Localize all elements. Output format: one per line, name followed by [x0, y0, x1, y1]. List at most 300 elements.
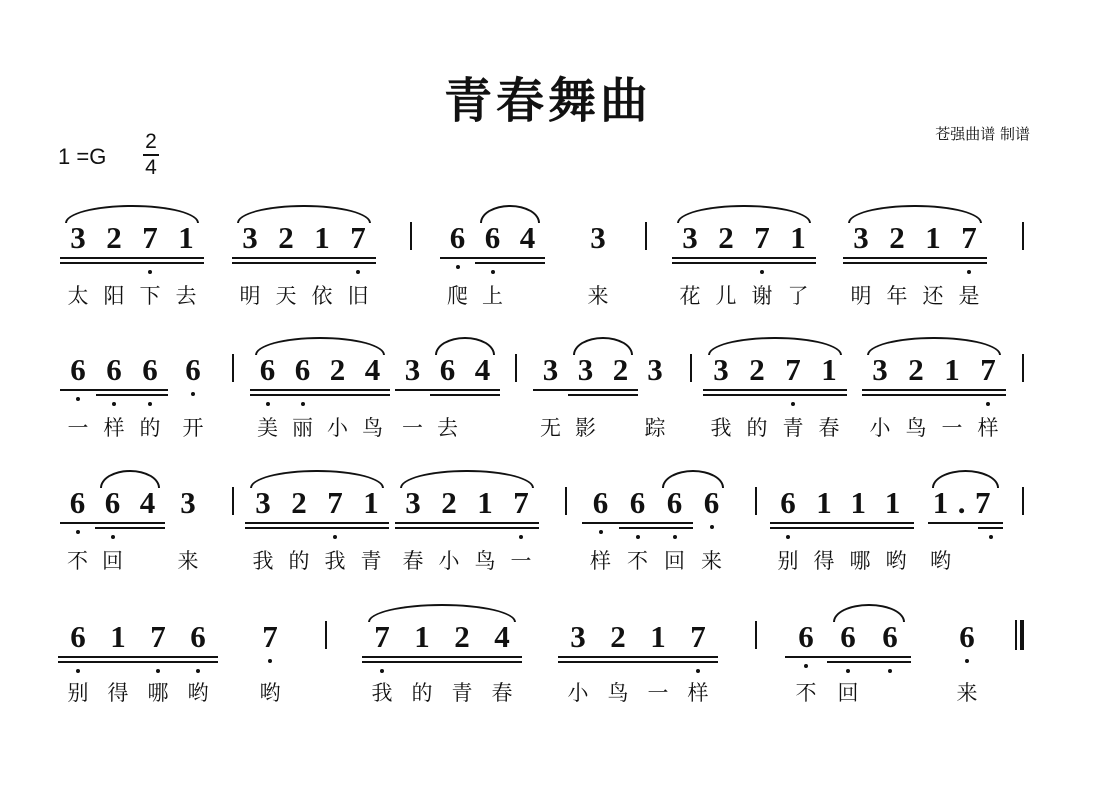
lyric-char: 一 — [402, 416, 423, 440]
note-marks — [245, 485, 281, 521]
underline — [60, 522, 95, 524]
note-marks — [268, 220, 304, 256]
underline — [843, 262, 879, 264]
underline — [95, 522, 130, 524]
underline — [934, 389, 970, 391]
underline — [60, 389, 96, 391]
note-marks — [970, 352, 1006, 388]
underline — [568, 389, 603, 391]
note-group — [232, 220, 387, 280]
underline — [703, 394, 739, 396]
lyric-char: 鸟 — [905, 416, 927, 440]
notes-text: 664 — [449, 220, 555, 255]
underline — [442, 656, 482, 658]
lyric-char: 我 — [371, 681, 393, 705]
underline — [842, 522, 878, 524]
note-marks — [465, 352, 500, 388]
slur — [435, 337, 495, 355]
lyric-char: 小 — [438, 549, 460, 573]
lyric-char: 的 — [746, 416, 768, 440]
note-group — [395, 485, 550, 545]
note-group — [672, 220, 827, 280]
underline — [739, 394, 775, 396]
underline — [250, 389, 285, 391]
note-marks — [178, 619, 218, 655]
lyric-char: 天 — [275, 284, 297, 308]
lyric-char: 得 — [813, 549, 835, 573]
low-octave-dot — [599, 530, 603, 534]
notes-text: 6 — [185, 352, 222, 387]
underline — [842, 527, 878, 529]
lyrics — [170, 545, 206, 573]
slur — [400, 470, 533, 488]
lyrics — [862, 412, 1006, 440]
note-marks — [693, 485, 730, 521]
barline — [690, 354, 692, 382]
note-marks — [785, 619, 827, 655]
arranger-credit: 苍强曲谱 制谱 — [935, 125, 1030, 143]
lyric-char: 还 — [922, 284, 944, 308]
lyric-char: 旧 — [347, 284, 369, 308]
note-marks — [281, 485, 317, 521]
underline — [395, 522, 431, 524]
note-marks — [482, 619, 522, 655]
note-marks — [431, 485, 467, 521]
note-marks — [503, 485, 539, 521]
underline — [96, 394, 132, 396]
low-octave-dot — [356, 270, 360, 274]
underline — [739, 389, 775, 391]
note-marks — [869, 619, 911, 655]
low-octave-dot — [989, 535, 993, 539]
notes-text: 3217 — [570, 619, 731, 654]
underline — [503, 522, 539, 524]
note-marks — [353, 485, 389, 521]
note-marks — [60, 220, 96, 256]
note-marks — [138, 619, 178, 655]
note-marks — [744, 220, 780, 256]
lyric-char: 得 — [107, 681, 129, 705]
notes-text: 6 — [959, 619, 996, 654]
underline — [770, 522, 806, 524]
notes-text: 7 — [262, 619, 299, 654]
underline — [465, 394, 500, 396]
lyric-char: 小 — [869, 416, 891, 440]
note-marks — [402, 619, 442, 655]
underline — [467, 527, 503, 529]
low-octave-dot — [380, 669, 384, 673]
lyric-char: 来 — [587, 284, 609, 308]
note-marks — [467, 485, 503, 521]
lyric-char: 哟 — [187, 681, 209, 705]
note-marks — [395, 352, 430, 388]
notes-text: 3 — [590, 220, 627, 255]
lyrics — [703, 412, 847, 440]
lyric-char: 的 — [288, 549, 310, 573]
notes-text: 3 — [647, 352, 684, 387]
lyric-char: 踪 — [644, 416, 666, 440]
underline — [355, 389, 390, 391]
note-marks — [739, 352, 775, 388]
note-marks — [598, 619, 638, 655]
lyric-char: 明 — [850, 284, 872, 308]
lyric-char: 青 — [451, 681, 473, 705]
barline — [410, 222, 412, 250]
lyric-char: 春 — [491, 681, 513, 705]
lyric-char: 爬 — [447, 284, 468, 308]
lyric-char: 去 — [175, 284, 197, 308]
lyrics — [395, 412, 500, 440]
note-marks — [98, 619, 138, 655]
lyrics — [250, 412, 390, 440]
underline — [138, 661, 178, 663]
underline — [96, 262, 132, 264]
note-group — [395, 352, 510, 412]
underline — [353, 527, 389, 529]
note-marks — [603, 352, 638, 388]
notes-text: 3217 — [872, 352, 1017, 387]
lyrics — [785, 677, 911, 705]
note-group — [785, 619, 925, 679]
note-marks — [934, 352, 970, 388]
note-marks — [475, 220, 510, 256]
low-octave-dot — [673, 535, 677, 539]
lyric-char: 年 — [886, 284, 908, 308]
slur — [368, 604, 516, 622]
lyrics — [672, 280, 816, 308]
note-marks — [132, 352, 168, 388]
underline — [806, 527, 842, 529]
underline — [978, 527, 1003, 529]
barline — [515, 354, 517, 382]
note-marks — [60, 485, 95, 521]
lyric-char: 哟 — [930, 549, 951, 573]
underline — [168, 262, 204, 264]
underline — [58, 656, 98, 658]
low-octave-dot — [965, 659, 969, 663]
lyric-char: 春 — [818, 416, 840, 440]
underline — [978, 522, 1003, 524]
slur — [237, 205, 370, 223]
underline — [132, 394, 168, 396]
lyric-char: 小 — [567, 681, 589, 705]
key-signature: 1 =G — [58, 144, 107, 169]
lyric-char: 回 — [664, 549, 685, 573]
notes-text: 364 — [404, 352, 510, 387]
note-marks — [285, 352, 320, 388]
note-group — [582, 485, 741, 545]
underline — [582, 522, 619, 524]
lyrics — [533, 412, 638, 440]
lyric-char: 一 — [510, 549, 532, 573]
underline — [898, 394, 934, 396]
lyric-char: 鸟 — [607, 681, 629, 705]
note-marks — [558, 619, 598, 655]
underline — [656, 527, 693, 529]
underline — [510, 262, 545, 264]
underline — [915, 262, 951, 264]
low-octave-dot — [846, 669, 850, 673]
underline — [780, 257, 816, 259]
underline — [744, 257, 780, 259]
underline — [431, 527, 467, 529]
lyric-char: 依 — [311, 284, 333, 308]
note-marks — [708, 220, 744, 256]
underline — [285, 389, 320, 391]
underline — [178, 661, 218, 663]
note-group — [843, 220, 998, 280]
underline — [869, 661, 911, 663]
notes-text: 6111 — [780, 485, 921, 520]
lyric-char: 下 — [139, 284, 161, 308]
underline — [138, 656, 178, 658]
lyrics — [582, 545, 730, 573]
low-octave-dot — [76, 530, 80, 534]
lyrics — [60, 280, 204, 308]
lyric-char: 样 — [103, 416, 125, 440]
underline — [96, 389, 132, 391]
notes-text: 6176 — [70, 619, 231, 654]
lyric-char: 不 — [67, 549, 88, 573]
underline — [708, 262, 744, 264]
underline — [744, 262, 780, 264]
note-marks — [862, 352, 898, 388]
note-marks — [775, 352, 811, 388]
slur — [480, 205, 540, 223]
notes-text: 666 — [798, 619, 925, 654]
low-octave-dot — [804, 664, 808, 668]
notes-text: 6624 — [259, 352, 400, 387]
note-marks — [170, 485, 206, 521]
barline — [232, 354, 234, 382]
notes-text: 664 — [69, 485, 175, 520]
underline — [879, 257, 915, 259]
underline — [60, 257, 96, 259]
note-marks — [780, 220, 816, 256]
note-marks — [304, 220, 340, 256]
note-marks — [252, 619, 288, 655]
lyric-char: 春 — [402, 549, 424, 573]
low-octave-dot — [696, 669, 700, 673]
lyrics — [245, 545, 389, 573]
low-octave-dot — [967, 270, 971, 274]
barline — [1022, 354, 1024, 382]
underline — [268, 262, 304, 264]
underline — [482, 656, 522, 658]
underline — [638, 661, 678, 663]
underline — [402, 661, 442, 663]
underline — [440, 257, 475, 259]
underline — [340, 257, 376, 259]
low-octave-dot — [519, 535, 523, 539]
lyrics — [440, 280, 545, 308]
note-marks — [232, 220, 268, 256]
note-marks — [951, 220, 987, 256]
note-marks — [430, 352, 465, 388]
note-marks — [672, 220, 708, 256]
underline — [98, 661, 138, 663]
underline — [598, 656, 638, 658]
note-marks — [678, 619, 718, 655]
lyric-char: 上 — [482, 284, 503, 308]
low-octave-dot — [333, 535, 337, 539]
underline — [442, 661, 482, 663]
underline — [603, 394, 638, 396]
low-octave-dot — [268, 659, 272, 663]
underline — [862, 389, 898, 391]
underline — [770, 527, 806, 529]
note-group — [637, 352, 684, 412]
lyric-char: 样 — [590, 549, 611, 573]
lyrics — [252, 677, 288, 705]
note-marks — [362, 619, 402, 655]
slur — [932, 470, 1000, 488]
underline — [285, 394, 320, 396]
slur — [255, 337, 385, 355]
lyric-char: 哟 — [259, 681, 281, 705]
underline — [317, 527, 353, 529]
slur — [867, 337, 1000, 355]
note-group — [58, 619, 231, 679]
underline — [268, 257, 304, 259]
underline — [250, 394, 285, 396]
time-signature-top: 2 — [145, 130, 157, 153]
slur — [662, 470, 725, 488]
lyric-char: 样 — [977, 416, 999, 440]
lyric-char: 来 — [956, 681, 978, 705]
underline — [708, 257, 744, 259]
low-octave-dot — [456, 265, 460, 269]
note-marks — [878, 485, 914, 521]
slur — [848, 205, 981, 223]
underline — [878, 522, 914, 524]
note-marks — [949, 619, 985, 655]
underline — [60, 262, 96, 264]
underline — [431, 522, 467, 524]
notes-text: 3 — [180, 485, 217, 520]
lyric-char: 青 — [782, 416, 804, 440]
barline — [1022, 222, 1024, 250]
underline — [656, 522, 693, 524]
lyric-char: 花 — [679, 284, 701, 308]
lyrics — [232, 280, 376, 308]
underline — [320, 394, 355, 396]
lyric-char: 的 — [139, 416, 161, 440]
underline — [928, 522, 953, 524]
note-marks — [580, 220, 616, 256]
note-marks — [811, 352, 847, 388]
underline — [678, 656, 718, 658]
note-marks — [915, 220, 951, 256]
note-marks — [703, 352, 739, 388]
final-barline — [1015, 620, 1024, 650]
underline — [132, 257, 168, 259]
note-marks — [168, 220, 204, 256]
lyrics — [949, 677, 985, 705]
lyrics — [637, 412, 673, 440]
note-marks — [317, 485, 353, 521]
lyric-char: 去 — [437, 416, 458, 440]
low-octave-dot — [196, 669, 200, 673]
underline — [395, 527, 431, 529]
note-group — [862, 352, 1017, 412]
lyric-char: 美 — [257, 416, 278, 440]
lyric-char: 明 — [239, 284, 261, 308]
underline — [475, 257, 510, 259]
note-group — [440, 220, 555, 280]
slur — [677, 205, 810, 223]
underline — [245, 522, 281, 524]
notes-text: 6666 — [592, 485, 741, 520]
lyric-char: 开 — [182, 416, 204, 440]
time-signature — [142, 130, 160, 180]
note-marks — [130, 485, 165, 521]
note-marks — [355, 352, 390, 388]
note-marks — [827, 619, 869, 655]
low-octave-dot — [491, 270, 495, 274]
slur — [833, 604, 904, 622]
underline — [558, 656, 598, 658]
barline — [325, 621, 327, 649]
note-group — [175, 352, 222, 412]
underline — [951, 257, 987, 259]
lyric-char: 我 — [252, 549, 274, 573]
underline — [304, 257, 340, 259]
lyric-char: 谢 — [751, 284, 773, 308]
underline — [402, 656, 442, 658]
underline — [568, 394, 603, 396]
note-group — [170, 485, 217, 545]
underline — [362, 656, 402, 658]
underline — [806, 522, 842, 524]
note-marks — [510, 220, 545, 256]
note-marks — [175, 352, 211, 388]
slur — [708, 337, 841, 355]
underline — [843, 257, 879, 259]
lyric-char: 我 — [710, 416, 732, 440]
note-group — [362, 619, 535, 679]
slur — [65, 205, 198, 223]
underline — [598, 661, 638, 663]
note-marks — [533, 352, 568, 388]
augmentation-dot-slot — [953, 485, 978, 521]
lyrics — [362, 677, 522, 705]
low-octave-dot — [76, 397, 80, 401]
lyric-char: 一 — [67, 416, 89, 440]
note-marks — [770, 485, 806, 521]
notes-text: 3271 — [713, 352, 858, 387]
underline — [320, 389, 355, 391]
lyric-char: 是 — [958, 284, 980, 308]
lyric-char: 影 — [575, 416, 596, 440]
underline — [780, 262, 816, 264]
underline — [96, 257, 132, 259]
underline — [603, 389, 638, 391]
underline — [482, 661, 522, 663]
underline — [132, 389, 168, 391]
underline — [951, 262, 987, 264]
lyric-char: 不 — [627, 549, 648, 573]
underline — [970, 389, 1006, 391]
note-marks — [879, 220, 915, 256]
note-marks — [95, 485, 130, 521]
underline — [430, 394, 465, 396]
underline — [58, 661, 98, 663]
underline — [827, 656, 869, 658]
underline — [878, 527, 914, 529]
lyric-char: 别 — [67, 681, 89, 705]
underline — [355, 394, 390, 396]
